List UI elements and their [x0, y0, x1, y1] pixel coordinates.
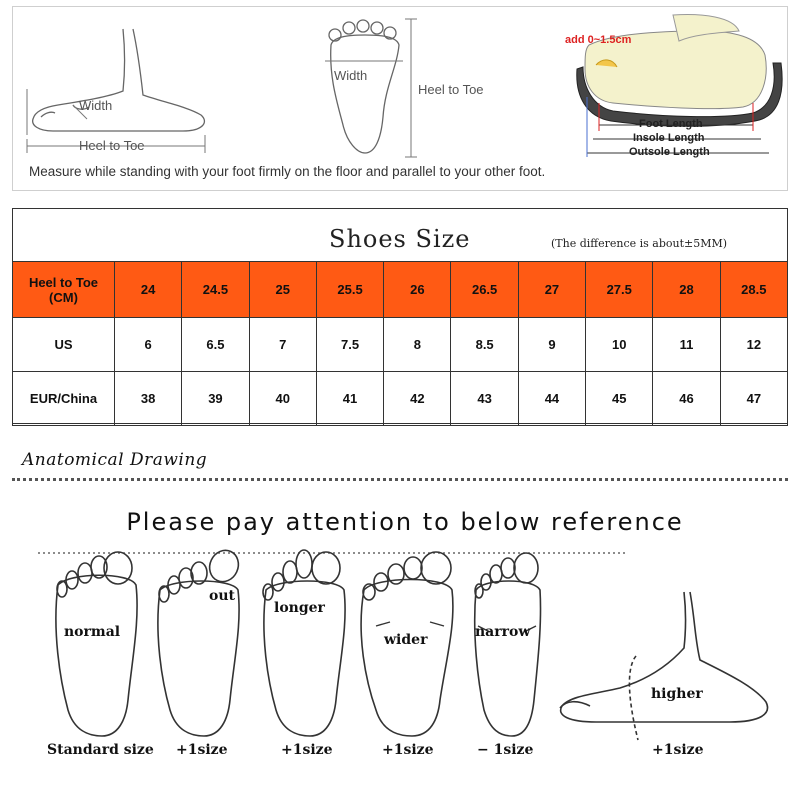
header-value-cell: 28.5	[720, 262, 787, 318]
measuring-guide-panel	[12, 6, 788, 191]
table-row-eur-china	[13, 372, 788, 426]
table-cell: 6	[115, 318, 182, 372]
measuring-instruction: Measure while standing with your foot firmly on the floor and parallel to your other foot.	[29, 164, 546, 179]
size-chart-title: Shoes Size	[329, 225, 471, 253]
high-instep-foot-icon	[560, 592, 768, 740]
foot-label-normal: normal	[64, 624, 121, 640]
table-cell: 10	[586, 318, 653, 372]
table-cell: 42	[384, 372, 451, 426]
insole-length-label: Insole Length	[633, 132, 705, 144]
foot-label-out: out	[209, 588, 235, 604]
size-advice-wider: +1size	[382, 742, 434, 758]
foot-label-narrow: narrow	[475, 624, 531, 640]
row-label-cell: US	[13, 318, 115, 372]
table-cell: 44	[518, 372, 585, 426]
table-cell: 7.5	[316, 318, 383, 372]
size-chart	[12, 208, 788, 424]
toe-out-foot-icon	[158, 546, 244, 736]
table-cell: 46	[653, 372, 720, 426]
size-advice-higher: +1size	[652, 742, 704, 758]
table-cell: 38	[115, 372, 182, 426]
longer-toe-foot-icon	[263, 550, 345, 736]
size-table	[12, 261, 788, 426]
table-cell: 39	[182, 372, 249, 426]
foot-label-higher: higher	[651, 686, 703, 702]
header-value-cell: 26	[384, 262, 451, 318]
table-cell: 12	[720, 318, 787, 372]
table-cell: 8	[384, 318, 451, 372]
header-value-cell: 27	[518, 262, 585, 318]
add-allowance-label: add 0~1.5cm	[565, 34, 632, 46]
anatomy-heading: Anatomical Drawing	[22, 450, 208, 470]
sole-view-width-label: Width	[334, 68, 368, 83]
table-row-us	[13, 318, 788, 372]
size-chart-note: (The difference is about±5MM)	[551, 237, 728, 250]
table-cell: 9	[518, 318, 585, 372]
sole-view-foot-icon	[329, 20, 399, 153]
size-advice-normal: Standard size	[47, 742, 154, 758]
table-cell: 40	[249, 372, 316, 426]
table-cell: 43	[451, 372, 518, 426]
size-advice-longer: +1size	[281, 742, 333, 758]
foot-length-label: Foot Length	[639, 118, 703, 130]
table-cell: 6.5	[182, 318, 249, 372]
table-cell: 8.5	[451, 318, 518, 372]
table-cell: 7	[249, 318, 316, 372]
sole-view-length-label: Heel to Toe	[418, 82, 484, 97]
insole-view-foot-icon	[577, 15, 782, 127]
dotted-divider	[12, 478, 788, 481]
header-value-cell: 26.5	[451, 262, 518, 318]
header-value-cell: 24	[115, 262, 182, 318]
row-label-cell: EUR/China	[13, 372, 115, 426]
narrow-foot-icon	[475, 553, 541, 736]
table-cell: 11	[653, 318, 720, 372]
header-label-cell: Heel to Toe (CM)	[13, 262, 115, 318]
foot-label-longer: longer	[274, 600, 325, 616]
outsole-length-label: Outsole Length	[629, 146, 710, 158]
side-view-length-label: Heel to Toe	[79, 138, 145, 153]
table-cell: 47	[720, 372, 787, 426]
side-view-foot-icon	[33, 29, 205, 131]
size-advice-narrow: − 1size	[477, 742, 534, 758]
header-value-cell: 24.5	[182, 262, 249, 318]
header-value-cell: 25	[249, 262, 316, 318]
foot-label-wider: wider	[384, 632, 428, 648]
normal-foot-icon	[56, 552, 137, 736]
size-advice-out: +1size	[176, 742, 228, 758]
header-value-cell: 28	[653, 262, 720, 318]
header-value-cell: 25.5	[316, 262, 383, 318]
header-value-cell: 27.5	[586, 262, 653, 318]
reference-title: Please pay attention to below reference	[126, 508, 684, 536]
size-table-header-row	[13, 262, 788, 318]
side-view-width-label: Width	[79, 98, 113, 113]
table-cell: 45	[586, 372, 653, 426]
table-cell: 41	[316, 372, 383, 426]
